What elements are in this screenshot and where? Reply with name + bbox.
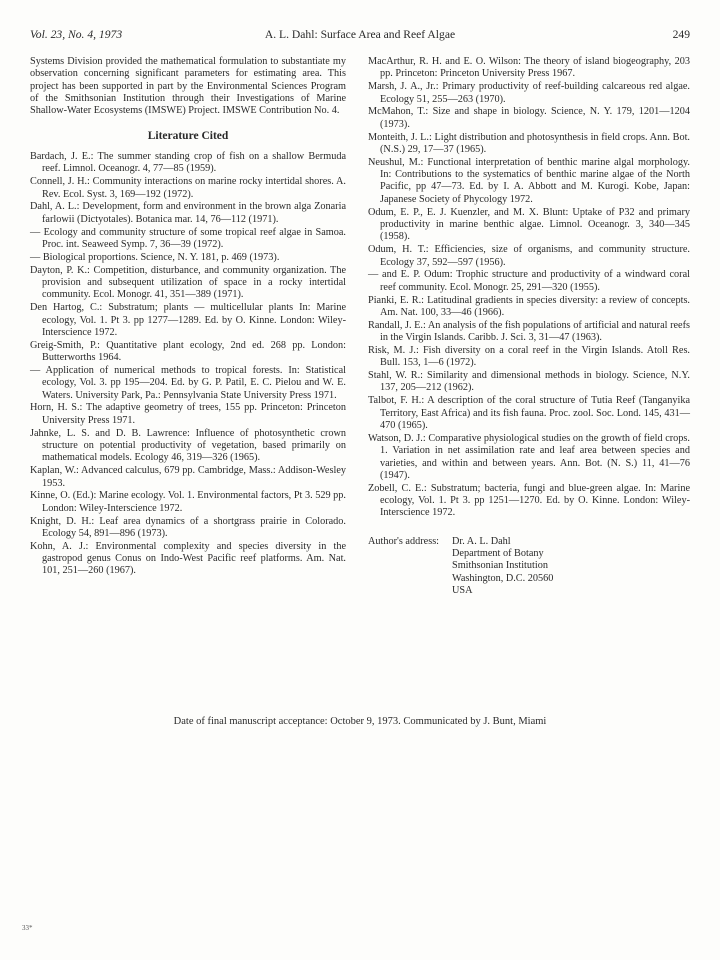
address-line: Dr. A. L. Dahl bbox=[452, 535, 511, 547]
signature-mark: 33* bbox=[22, 924, 33, 932]
reference-item: Monteith, J. L.: Light distribution and photosynthesis in field crops. Ann. Bot. (N.S.) 29, 17—37 (1965). bbox=[368, 131, 690, 155]
reference-list-left bbox=[30, 151, 346, 578]
address-label: Author's address: bbox=[368, 535, 440, 547]
reference-item: Odum, E. P., E. J. Kuenzler, and M. X. Blunt: Uptake of P32 and primary productivity in marine benthic algae. Limnol. Oceanogr. 3, 340—345 (1958). bbox=[368, 206, 690, 243]
reference-item: Dahl, A. L.: Development, form and environment in the brown alga Zonaria farlowii (Dictyotales). Botanica mar. 14, 76—112 (1971). bbox=[30, 201, 346, 225]
reference-item: Marsh, J. A., Jr.: Primary productivity of reef-building calcareous red algae. Ecology 51, 255—263 (1970). bbox=[368, 81, 690, 105]
journal-volume: Vol. 23, No. 4, 1973 bbox=[30, 28, 123, 41]
reference-list-right bbox=[368, 56, 690, 520]
section-heading: Literature Cited bbox=[147, 129, 229, 142]
address-line: USA bbox=[452, 585, 473, 597]
running-title: A. L. Dahl: Surface Area and Reef Algae bbox=[264, 28, 456, 41]
reference-item: Greig-Smith, P.: Quantitative plant ecology, 2nd ed. 268 pp. London: Butterworths 1964. bbox=[30, 339, 346, 364]
reference-item: Pianki, E. R.: Latitudinal gradients in species diversity: a review of concepts. Am. Nat. 100, 33—46 (1966). bbox=[368, 294, 690, 318]
reference-item: Jahnke, L. S. and D. B. Lawrence: Influence of photosynthetic crown structure on potential productivity of vegetation, based primarily on mathematical models. Ecology 46, 319—326 (1965). bbox=[30, 427, 346, 464]
reference-item: Horn, H. S.: The adaptive geometry of trees, 155 pp. Princeton: Princeton University Press 1971. bbox=[30, 402, 346, 426]
reference-item: Odum, H. T.: Efficiencies, size of organisms, and community structure. Ecology 37, 592—597 (1956). bbox=[368, 244, 690, 268]
reference-item: Kaplan, W.: Advanced calculus, 679 pp. Cambridge, Mass.: Addison-Wesley 1953. bbox=[30, 465, 346, 489]
reference-item: McMahon, T.: Size and shape in biology. Science, N. Y. 179, 1201—1204 (1973). bbox=[368, 106, 690, 130]
author-address bbox=[368, 536, 690, 598]
reference-item: Zobell, C. E.: Substratum; bacteria, fungi and blue-green algae. In: Marine ecology, Vol. 1. Pt 3. pp 1251—1270. Ed. by O. Kinne. London: Wiley-Interscience 1972. bbox=[368, 482, 690, 519]
reference-item: Connell, J. H.: Community interactions on marine rocky intertidal shores. A. Rev. Ecol. Syst. 3, 169—192 (1972). bbox=[30, 176, 346, 200]
reference-item: Randall, J. E.: An analysis of the fish populations of artificial and natural reefs in the Virgin Islands. Caribb. J. Sci. 3, 31—47 (1963). bbox=[368, 319, 690, 344]
acceptance-note: Date of final manuscript acceptance: October 9, 1973. Communicated by J. Bunt, Miami bbox=[173, 716, 547, 727]
reference-item: Neushul, M.: Functional interpretation of benthic marine algal morphology. In: Contributions to the systematics of benthic marine algae of the North Pacific, pp 47—73. Ed. by I. A. Abbott and M. Kurogi. Kobe, Japan: Japanese Society of Phycology 1972. bbox=[368, 156, 690, 205]
address-line: Department of Botany bbox=[452, 548, 544, 560]
reference-item: — and E. P. Odum: Trophic structure and productivity of a windward coral reef community. Ecol. Monogr. 25, 291—320 (1955). bbox=[368, 269, 690, 293]
reference-item: Stahl, W. R.: Similarity and dimensional methods in biology. Science, N.Y. 137, 205—212 (1962). bbox=[368, 370, 690, 394]
reference-item: Knight, D. H.: Leaf area dynamics of a shortgrass prairie in Colorado. Ecology 54, 891—896 (1973). bbox=[30, 515, 346, 539]
reference-item: — Biological proportions. Science, N. Y. 181, p. 469 (1973). bbox=[30, 251, 280, 263]
right-column bbox=[368, 56, 690, 597]
page-number: 249 bbox=[672, 28, 690, 41]
reference-item: Watson, D. J.: Comparative physiological studies on the growth of field crops. 1. Variation in net assimilation rate and leaf area between species and varieties, and within and between years. Ann. Bot. (N. S.) 11, 41—76 (1947). bbox=[368, 432, 690, 481]
reference-item: Talbot, F. H.: A description of the coral structure of Tutia Reef (Tanganyika Territory, East Africa) and its fish fauna. Proc. zool. Soc. Lond. 145, 431—470 (1965). bbox=[368, 395, 690, 431]
reference-item: Kinne, O. (Ed.): Marine ecology. Vol. 1. Environmental factors, Pt 3. 529 pp. London: Wiley-Interscience 1972. bbox=[30, 490, 346, 514]
address-line: Washington, D.C. 20560 bbox=[452, 572, 554, 584]
address-lines bbox=[452, 536, 553, 598]
acknowledgment-paragraph: Systems Division provided the mathematical formulation to substantiate my observation concerning significant parameters for estimating area. This project has been supported in part by the Environmental Sciences Program of the Smithsonian Institution through their Investigations of Marine Shallow-Water Ecosystems (IMSWE) Project. IMSWE Contribution No. 4. bbox=[30, 56, 346, 117]
reference-item: Kohn, A. J.: Environmental complexity and species diversity in the gastropod genus Conus on Indo-West Pacific reef platforms. Am. Nat. 101, 251—260 (1967). bbox=[30, 540, 346, 577]
running-header bbox=[30, 28, 690, 44]
reference-item: Risk, M. J.: Fish diversity on a coral reef in the Virgin Islands. Atoll Res. Bull. 153, 1—6 (1972). bbox=[368, 344, 690, 369]
left-column bbox=[30, 56, 346, 578]
address-line: Smithsonian Institution bbox=[452, 560, 548, 572]
reference-item: Den Hartog, C.: Substratum; plants — multicellular plants In: Marine ecology, Vol. 1. Pt 3. pp 1277—1289. Ed. by O. Kinne. London: Wiley-Interscience 1972. bbox=[30, 302, 346, 338]
reference-item: Dayton, P. K.: Competition, disturbance, and community organization. The provision and subsequent utilization of space in a rocky intertidal community. Ecol. Monogr. 41, 351—389 (1971). bbox=[30, 264, 346, 301]
reference-item: — Ecology and community structure of some tropical reef algae in Samoa. Proc. int. Seaweed Symp. 7, 36—39 (1972). bbox=[30, 226, 346, 250]
reference-item: MacArthur, R. H. and E. O. Wilson: The theory of island biogeography, 203 pp. Princeton: Princeton University Press 1967. bbox=[368, 56, 690, 80]
reference-item: — Application of numerical methods to tropical forests. In: Statistical ecology, Vol. 3. pp 195—204. Ed. by G. P. Patil, E. C. Pielou and W. E. Waters. University Park, Pa.: Pennsylvania State University Press 1971. bbox=[30, 364, 346, 401]
reference-item: Bardach, J. E.: The summer standing crop of fish on a shallow Bermuda reef. Limnol. Oceanogr. 4, 77—85 (1959). bbox=[30, 151, 346, 175]
